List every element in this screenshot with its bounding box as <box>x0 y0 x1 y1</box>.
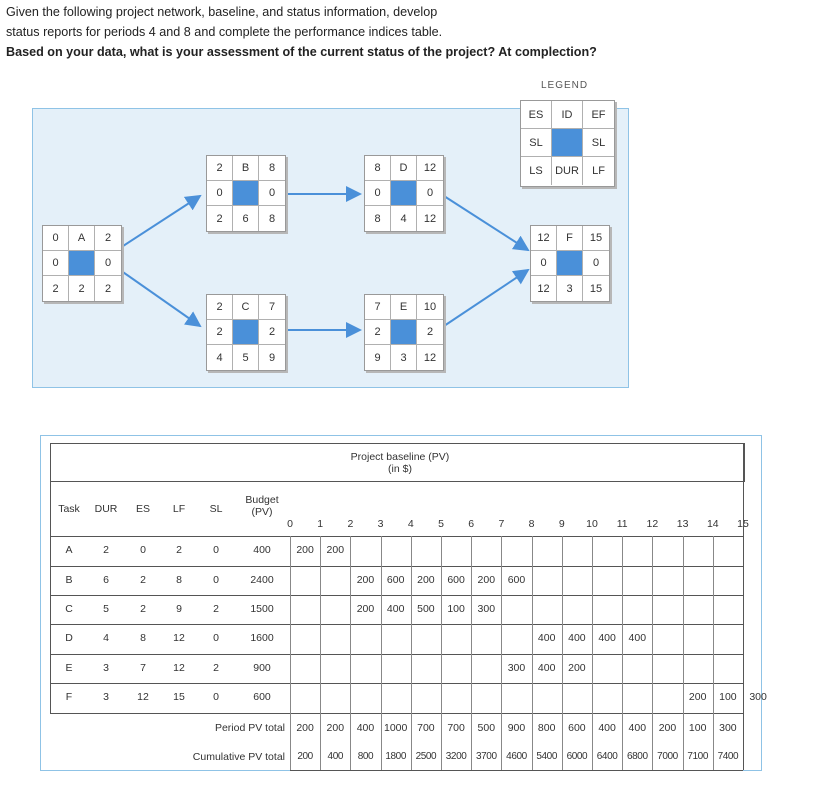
node-ef: 15 <box>583 226 609 251</box>
header-task: Task <box>58 503 80 515</box>
cell-pv: 200 <box>296 544 314 556</box>
cell-sl: 2 <box>213 662 219 674</box>
period-number: 4 <box>407 518 414 530</box>
header-es: ES <box>135 503 150 515</box>
node-d <box>364 155 444 232</box>
cell-lf: 9 <box>176 603 182 615</box>
node-center <box>557 251 583 276</box>
cell-dur: 4 <box>103 632 109 644</box>
grid-column-line <box>592 536 593 770</box>
node-dur: 3 <box>391 345 417 370</box>
cell-pv: 100 <box>447 603 465 615</box>
node-sl-right: 2 <box>417 320 443 345</box>
cell-sl: 0 <box>213 691 219 703</box>
grid-column-line <box>562 536 563 770</box>
cumulative-total-value: 400 <box>327 751 344 762</box>
period-total-value: 400 <box>628 722 647 734</box>
node-sl-left: 2 <box>365 320 391 345</box>
arrow-a-c <box>120 270 200 326</box>
grid-column-line <box>532 536 533 770</box>
node-es: 0 <box>43 226 69 251</box>
node-b <box>206 155 286 232</box>
cell-pv: 600 <box>386 574 405 586</box>
period-total-value: 700 <box>417 722 435 734</box>
cell-pv: 100 <box>719 691 737 703</box>
cell-pv: 400 <box>537 632 556 644</box>
node-sl-right: 2 <box>259 320 285 345</box>
period-total-value: 600 <box>568 722 586 734</box>
grid-column-line <box>441 536 442 770</box>
cell-sl: 0 <box>213 544 219 556</box>
period-total-value: 200 <box>296 722 314 734</box>
cell-task: D <box>65 632 73 644</box>
grid-column-line <box>471 536 472 770</box>
node-sl-right: 0 <box>95 251 121 276</box>
period-total-value: 1000 <box>384 722 408 734</box>
cell-es: 2 <box>140 574 146 586</box>
cumulative-total-value: 7000 <box>657 751 678 762</box>
node-lf: 12 <box>423 212 437 225</box>
question-line-2: status reports for periods 4 and 8 and complete the performance indices table. <box>6 25 443 39</box>
cell-dur: 3 <box>103 691 109 703</box>
node-id: D <box>391 156 417 181</box>
cell-pv: 300 <box>749 691 767 703</box>
cell-sl: 2 <box>213 603 219 615</box>
arrow-e-f <box>444 270 528 326</box>
period-number: 1 <box>317 518 324 530</box>
cell-budget: 400 <box>253 544 271 556</box>
cell-pv: 600 <box>447 574 465 586</box>
period-total-value: 200 <box>326 722 345 734</box>
period-total-value: 100 <box>688 722 707 734</box>
cell-lf: 12 <box>173 632 185 644</box>
node-dur: 3 <box>557 276 583 301</box>
node-ef: 7 <box>259 295 285 320</box>
table-bottom-line <box>290 770 743 771</box>
header-sl: SL <box>209 503 223 515</box>
node-ls: 12 <box>531 276 557 301</box>
grid-column-line <box>350 536 351 770</box>
table-title <box>290 451 510 475</box>
node-dur: 2 <box>69 276 95 301</box>
period-number: 12 <box>646 518 659 530</box>
cell-es: 2 <box>140 603 146 615</box>
cell-es: 0 <box>140 544 146 556</box>
node-sl-left: 0 <box>43 251 69 276</box>
cell-pv: 200 <box>356 574 375 586</box>
node-id: F <box>557 226 583 251</box>
node-sl-right: 0 <box>259 181 285 206</box>
period-number: 13 <box>676 518 689 530</box>
row-divider <box>50 566 743 567</box>
cumulative-total-value: 6400 <box>596 751 618 762</box>
row-divider <box>50 654 743 655</box>
arrow-d-f <box>444 196 528 250</box>
cell-pv: 300 <box>507 662 526 674</box>
node-id: A <box>69 226 95 251</box>
legend-dur: DUR <box>552 157 583 185</box>
cumulative-total-value: 1800 <box>385 751 407 762</box>
node-center <box>391 320 417 345</box>
period-number: 3 <box>377 518 384 530</box>
cell-pv: 400 <box>628 632 647 644</box>
cumulative-total-value: 7400 <box>717 751 739 762</box>
node-sl-right: 0 <box>417 181 443 206</box>
table-right-border <box>743 443 744 770</box>
cell-dur: 5 <box>103 603 109 615</box>
period-number: 7 <box>498 518 505 530</box>
cell-budget: 900 <box>253 662 271 674</box>
grid-column-line <box>622 536 623 770</box>
period-pv-total-label: Period PV total <box>214 722 285 734</box>
cell-pv: 500 <box>417 603 435 615</box>
cell-task: A <box>65 544 73 556</box>
cell-es: 12 <box>137 691 149 703</box>
header-top-line <box>50 481 743 482</box>
node-ls: 2 <box>43 276 69 301</box>
node-lf: 15 <box>589 282 603 295</box>
legend-ef: EF <box>583 101 614 129</box>
cumulative-total-value: 2500 <box>415 751 437 762</box>
cell-lf: 8 <box>176 574 182 586</box>
period-number: 6 <box>468 518 475 530</box>
cell-lf: 15 <box>173 691 185 703</box>
legend-sl-left: SL <box>521 129 552 157</box>
node-ef: 8 <box>259 156 285 181</box>
node-sl-left: 0 <box>365 181 391 206</box>
node-ls: 2 <box>207 206 233 231</box>
cumulative-total-value: 4600 <box>506 751 527 762</box>
cell-pv: 200 <box>568 662 586 674</box>
header-budget: Budget <box>245 494 279 506</box>
node-es: 2 <box>207 156 233 181</box>
node-es: 7 <box>365 295 391 320</box>
node-ls: 4 <box>207 345 233 370</box>
period-total-value: 400 <box>356 722 375 734</box>
cell-pv: 200 <box>417 574 435 586</box>
grid-column-line <box>652 536 653 770</box>
question-line-3: Based on your data, what is your assessment of the current status of the project? At complection? <box>6 45 597 59</box>
node-sl-left: 0 <box>531 251 557 276</box>
node-sl-left: 2 <box>207 320 233 345</box>
node-es: 2 <box>207 295 233 320</box>
node-center <box>391 181 417 206</box>
cell-pv: 200 <box>356 603 375 615</box>
node-dur: 6 <box>233 206 259 231</box>
node-ls: 8 <box>365 206 391 231</box>
period-number: 5 <box>438 518 444 530</box>
node-ls: 9 <box>365 345 391 370</box>
grid-column-line <box>411 536 412 770</box>
legend-ls: LS <box>521 157 552 185</box>
node-e <box>364 294 444 371</box>
cell-dur: 2 <box>103 544 109 556</box>
cell-dur: 6 <box>103 574 109 586</box>
cell-pv: 300 <box>477 603 496 615</box>
node-id: C <box>233 295 259 320</box>
cell-budget: 1500 <box>250 603 274 615</box>
node-lf: 8 <box>268 212 276 225</box>
cell-pv: 200 <box>477 574 496 586</box>
header-lf: LF <box>172 503 186 515</box>
period-number: 2 <box>347 518 354 530</box>
cumulative-total-value: 6000 <box>566 751 588 762</box>
table-title-line-1: Project baseline (PV) <box>350 451 450 463</box>
node-sl-right: 0 <box>583 251 609 276</box>
period-total-value: 500 <box>477 722 496 734</box>
node-dur: 5 <box>233 345 259 370</box>
arrow-a-b <box>120 196 200 248</box>
row-divider <box>50 624 743 625</box>
cell-es: 7 <box>140 662 146 674</box>
period-number: 15 <box>737 518 749 530</box>
cell-pv: 200 <box>688 691 707 703</box>
cell-pv: 400 <box>598 632 616 644</box>
grid-column-line <box>320 536 321 770</box>
period-number: 10 <box>586 518 598 530</box>
grid-column-line <box>501 536 502 770</box>
node-center <box>233 181 259 206</box>
period-number: 8 <box>528 518 535 530</box>
cell-budget: 1600 <box>250 632 274 644</box>
node-id: E <box>391 295 417 320</box>
node-id: B <box>233 156 259 181</box>
node-a <box>42 225 122 302</box>
period-total-value: 200 <box>658 722 677 734</box>
cumulative-pv-total-label: Cumulative PV total <box>192 751 285 763</box>
node-dur: 4 <box>391 206 417 231</box>
grid-column-line <box>713 536 714 770</box>
table-title-line-2: (in $) <box>388 463 412 475</box>
cell-task: F <box>65 691 73 703</box>
period-total-value: 800 <box>537 722 556 734</box>
header-budget-pv: (PV) <box>251 506 273 518</box>
node-lf: 9 <box>268 351 276 364</box>
cumulative-total-value: 800 <box>357 751 374 762</box>
node-es: 8 <box>365 156 391 181</box>
cell-pv: 400 <box>568 632 586 644</box>
cell-lf: 2 <box>176 544 182 556</box>
node-lf: 2 <box>104 282 112 295</box>
legend-sl-right: SL <box>583 129 614 157</box>
period-number: 9 <box>558 518 565 530</box>
node-center <box>69 251 95 276</box>
cell-pv: 200 <box>326 544 345 556</box>
node-lf: 12 <box>423 351 437 364</box>
node-es: 12 <box>531 226 557 251</box>
row-divider <box>50 713 743 714</box>
cumulative-total-value: 200 <box>297 751 313 762</box>
legend-lf: LF <box>592 165 605 177</box>
header-dur: DUR <box>94 503 118 515</box>
legend-title: LEGEND <box>541 80 589 91</box>
cell-pv: 600 <box>507 574 526 586</box>
row-divider <box>50 536 743 537</box>
grid-column-line <box>683 536 684 770</box>
cumulative-total-value: 6800 <box>626 751 648 762</box>
cell-budget: 2400 <box>250 574 274 586</box>
cell-sl: 0 <box>213 574 219 586</box>
cumulative-total-value: 7100 <box>687 751 709 762</box>
cell-dur: 3 <box>103 662 109 674</box>
grid-column-line <box>381 536 382 770</box>
cumulative-total-value: 3700 <box>475 751 497 762</box>
cell-sl: 0 <box>213 632 219 644</box>
node-c <box>206 294 286 371</box>
period-number: 0 <box>287 518 293 530</box>
row-divider <box>50 595 743 596</box>
cell-lf: 12 <box>173 662 185 674</box>
period-total-value: 300 <box>719 722 737 734</box>
node-sl-left: 0 <box>207 181 233 206</box>
node-ef: 10 <box>417 295 443 320</box>
cell-pv: 400 <box>386 603 405 615</box>
cumulative-total-value: 5400 <box>536 751 558 762</box>
node-f <box>530 225 610 302</box>
cell-pv: 400 <box>537 662 556 674</box>
cell-budget: 600 <box>253 691 271 703</box>
period-total-value: 900 <box>507 722 526 734</box>
legend-id: ID <box>552 101 583 129</box>
period-number: 14 <box>706 518 719 530</box>
period-total-value: 700 <box>447 722 465 734</box>
period-total-value: 400 <box>598 722 616 734</box>
cell-task: C <box>65 603 73 615</box>
cell-task: B <box>65 574 73 586</box>
legend-es: ES <box>521 101 552 129</box>
question-line-1: Given the following project network, baseline, and status information, develop <box>6 5 438 19</box>
cell-task: E <box>65 662 73 674</box>
node-ef: 12 <box>417 156 443 181</box>
node-ef: 2 <box>95 226 121 251</box>
period-number: 11 <box>616 518 628 530</box>
grid-column-line <box>290 536 291 770</box>
cell-es: 8 <box>140 632 146 644</box>
row-divider <box>50 683 743 684</box>
node-center <box>233 320 259 345</box>
cumulative-total-value: 3200 <box>445 751 467 762</box>
